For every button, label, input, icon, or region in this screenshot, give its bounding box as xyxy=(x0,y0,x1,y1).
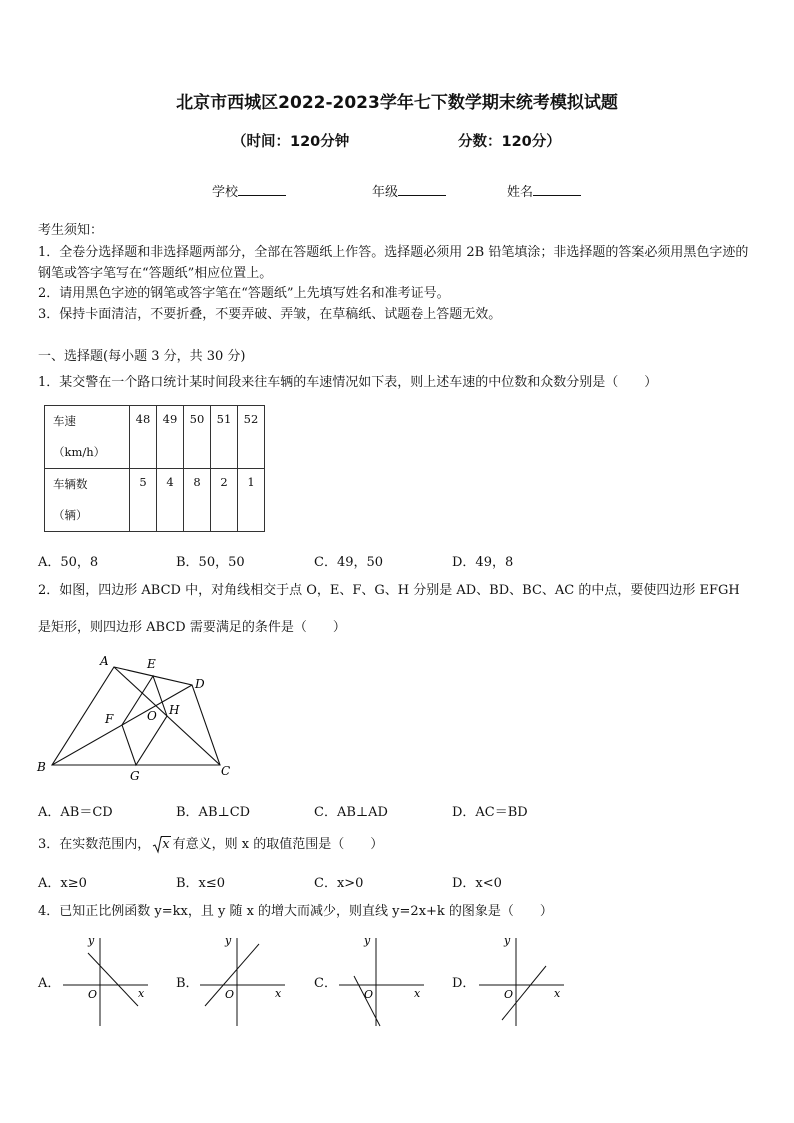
q1-option-d[interactable]: D．49，8 xyxy=(452,555,514,570)
radical-icon xyxy=(152,836,162,854)
speed-label: 车速 xyxy=(53,414,76,428)
origin-label: O xyxy=(504,988,514,1001)
quadrilateral-efgh xyxy=(122,676,167,765)
table-cell: 2 xyxy=(211,469,238,532)
school-blank[interactable] xyxy=(238,183,286,196)
exam-time: （时间：120分钟 xyxy=(232,134,350,150)
grade-blank[interactable] xyxy=(398,183,446,196)
name-blank[interactable] xyxy=(533,183,581,196)
table-cell: 1 xyxy=(238,469,265,532)
grade-label: 年级 xyxy=(372,185,399,200)
q2-option-a[interactable]: A．AB＝CD xyxy=(38,805,113,820)
label-a: A xyxy=(100,654,109,668)
label-o: O xyxy=(147,709,157,723)
table-cell: 50 xyxy=(184,406,211,469)
table-cell: 49 xyxy=(157,406,184,469)
table-cell: 52 xyxy=(238,406,265,469)
q3-option-b[interactable]: B．x≤0 xyxy=(176,876,226,891)
table-row-head xyxy=(45,469,130,532)
label-c: C xyxy=(221,764,231,778)
axis-x-label: x xyxy=(414,987,421,1000)
label-b: B xyxy=(37,760,46,774)
label-f: F xyxy=(105,712,114,726)
grade-field[interactable] xyxy=(372,181,446,200)
exam-score: 分数：120分） xyxy=(458,134,561,150)
q2-stem-line1: 2．如图，四边形 ABCD 中，对角线相交于点 O，E、F、G、H 分别是 AD、BD、BC、AC 的中点，要使四边形 EFGH xyxy=(38,583,740,598)
axis-y-label: y xyxy=(504,934,511,947)
notice-item-2: 2．请用黑色字迹的钢笔或答字笔在“答题纸”上先填写姓名和准考证号。 xyxy=(38,286,450,301)
school-label: 学校 xyxy=(212,185,239,200)
q3-stem-before: 3．在实数范围内， xyxy=(38,837,151,852)
section-heading: 一、选择题(每小题 3 分，共 30 分) xyxy=(38,349,246,364)
table-cell: 5 xyxy=(130,469,157,532)
q2-stem-line2: 是矩形，则四边形 ABCD 需要满足的条件是（ ） xyxy=(38,620,346,635)
q2-option-d[interactable]: D．AC＝BD xyxy=(452,805,528,820)
axis-x-label: x xyxy=(138,987,145,1000)
q1-option-a[interactable]: A．50，8 xyxy=(38,555,99,570)
graph-a xyxy=(58,928,158,1028)
label-h: H xyxy=(169,703,180,717)
table-cell: 51 xyxy=(211,406,238,469)
notice-item-1: 1．全卷分选择题和非选择题两部分，全部在答题纸上作答。选择题必须用 2B 铅笔填涂；非选择题的答案必须用黑色字迹的钢笔或答字笔写在“答题纸”相应位置上。 xyxy=(38,245,749,281)
school-field[interactable] xyxy=(212,181,286,200)
table-row-head xyxy=(45,406,130,469)
label-g: G xyxy=(130,769,140,783)
q4-option-b[interactable]: B． xyxy=(176,976,199,991)
q3-stem xyxy=(38,835,383,855)
graph-c xyxy=(334,928,434,1028)
speed-unit: （km/h） xyxy=(53,445,106,459)
table-cell: 4 xyxy=(157,469,184,532)
speed-table xyxy=(44,405,265,532)
axis-y-label: y xyxy=(88,934,95,947)
radicand: x xyxy=(162,837,170,852)
q2-option-b[interactable]: B．AB⊥CD xyxy=(176,805,251,820)
q1-stem: 1．某交警在一个路口统计某时间段来往车辆的车速情况如下表，则上述车速的中位数和众数分别是（ ） xyxy=(38,375,658,390)
table-cell: 48 xyxy=(130,406,157,469)
axis-y-label: y xyxy=(225,934,232,947)
table-cell: 8 xyxy=(184,469,211,532)
q3-option-a[interactable]: A．x≥0 xyxy=(38,876,87,891)
q3-option-c[interactable]: C．x>0 xyxy=(314,876,364,891)
name-label: 姓名 xyxy=(507,185,534,200)
table-row xyxy=(45,469,265,532)
q4-stem: 4．已知正比例函数 y=kx，且 y 随 x 的增大而减少，则直线 y=2x+k 的图象是（ ） xyxy=(38,904,553,919)
table-row xyxy=(45,406,265,469)
q4-option-a[interactable]: A． xyxy=(38,976,61,991)
q4-option-d[interactable]: D． xyxy=(452,976,476,991)
count-label: 车辆数 xyxy=(53,477,88,491)
label-e: E xyxy=(147,657,156,671)
label-d: D xyxy=(195,677,205,691)
q1-option-b[interactable]: B．50，50 xyxy=(176,555,245,570)
page-title: 北京市西城区2022-2023学年七下数学期末统考模拟试题 xyxy=(176,93,618,113)
sqrt-expression xyxy=(152,835,170,855)
q2-option-c[interactable]: C．AB⊥AD xyxy=(314,805,388,820)
q4-option-c[interactable]: C． xyxy=(314,976,337,991)
q3-option-d[interactable]: D．x<0 xyxy=(452,876,502,891)
origin-label: O xyxy=(88,988,98,1001)
graph-b xyxy=(195,928,295,1028)
origin-label: O xyxy=(225,988,235,1001)
notice-item-3: 3．保持卡面清洁，不要折叠，不要弄破、弄皱，在草稿纸、试题卷上答题无效。 xyxy=(38,307,502,322)
name-field[interactable] xyxy=(507,181,581,200)
quadrilateral-figure xyxy=(30,650,250,785)
q1-option-c[interactable]: C．49，50 xyxy=(314,555,384,570)
count-unit: （辆） xyxy=(53,508,88,522)
q3-stem-after: 有意义，则 x 的取值范围是（ ） xyxy=(172,837,384,852)
notice-heading: 考生须知： xyxy=(38,223,104,238)
graph-d xyxy=(474,928,574,1028)
origin-label: O xyxy=(364,988,374,1001)
axis-y-label: y xyxy=(364,934,371,947)
axis-x-label: x xyxy=(275,987,282,1000)
axis-x-label: x xyxy=(554,987,561,1000)
